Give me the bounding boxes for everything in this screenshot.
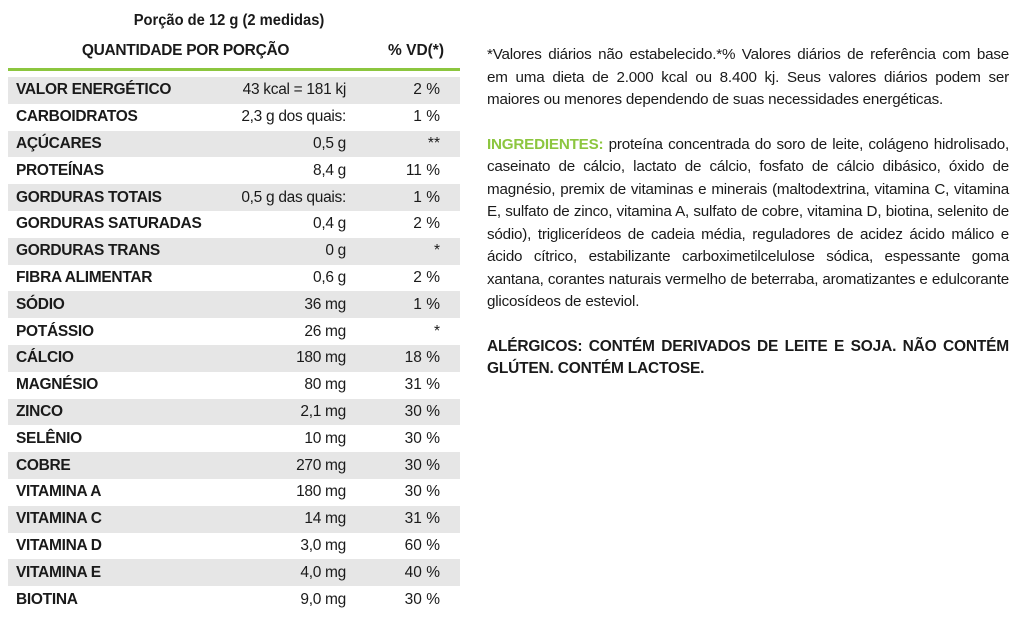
- table-row: [8, 104, 460, 131]
- table-row: [8, 586, 460, 613]
- nutrient-amount: 43 kcal = 181 kj: [242, 81, 346, 99]
- nutrient-name: VITAMINA C: [16, 510, 102, 528]
- nutrient-amount: 0,6 g: [313, 268, 346, 286]
- nutrient-name: SÓDIO: [16, 295, 65, 313]
- nutrient-name: VITAMINA D: [16, 536, 102, 554]
- nutrient-vd: 30 %: [404, 402, 440, 420]
- nutrient-vd: 30 %: [404, 456, 440, 474]
- nutrient-vd: 11 %: [405, 161, 440, 179]
- allergens-warning: ALÉRGICOS: CONTÉM DERIVADOS DE LEITE E SOJA. NÃO CONTÉM GLÚTEN. CONTÉM LACTOSE.: [487, 337, 1009, 377]
- nutrient-vd: 30 %: [404, 429, 440, 447]
- nutrient-amount: 8,4 g: [313, 161, 346, 179]
- table-row: [8, 559, 460, 586]
- table-row: [8, 291, 460, 318]
- table-row: [8, 425, 460, 452]
- ingredients-text: proteína concentrada do soro de leite, colágeno hidrolisado, caseinato de cálcio, lactato de cálcio, fosfato de cálcio dibásico, óxido de magnésio, premix de vitaminas e minerais (maltodextrina, vitamina C, vitamina E, sulfato de zinco, vitamina A, sulfato de cobre, vitamina D, biotina, selenito de sódio), triglicerídeos de cadeia média, reguladores de acidez ácido málico e ácido cítrico, estabilizante carboximetilcelulose sódica, espessante goma xantana, corantes naturais vermelho de beterraba, aromatizantes e edulcorante glicosídeos de esteviol.: [487, 135, 1009, 310]
- ingredients-label: INGREDIENTES:: [487, 135, 604, 153]
- nutrient-vd: *: [433, 242, 440, 260]
- nutrient-amount: 0,5 g: [313, 134, 346, 152]
- nutrient-amount: 0,4 g: [313, 215, 346, 233]
- nutrient-vd: 31 %: [404, 376, 440, 394]
- nutrition-table: [8, 8, 460, 613]
- nutrient-vd: *: [433, 322, 440, 340]
- nutrient-amount: 0 g: [325, 242, 346, 260]
- nutrient-vd: 2 %: [413, 215, 440, 233]
- table-row: [8, 265, 460, 292]
- nutrient-amount: 180 mg: [296, 483, 346, 501]
- nutrient-amount: 0,5 g das quais:: [241, 188, 346, 206]
- nutrient-name: FIBRA ALIMENTAR: [16, 268, 153, 286]
- nutrient-name: COBRE: [16, 456, 71, 474]
- table-body: [8, 77, 460, 613]
- table-row: [8, 506, 460, 533]
- table-header: [8, 34, 460, 71]
- table-row: [8, 533, 460, 560]
- table-row: [8, 345, 460, 372]
- portion-size: Porção de 12 g (2 medidas): [133, 12, 325, 29]
- nutrient-vd: 40 %: [404, 563, 440, 581]
- table-row: [8, 372, 460, 399]
- nutrient-name: MAGNÉSIO: [16, 376, 98, 394]
- nutrient-name: VALOR ENERGÉTICO: [16, 81, 172, 99]
- table-row: [8, 157, 460, 184]
- table-row: [8, 238, 460, 265]
- nutrient-vd: 31 %: [404, 510, 440, 528]
- table-row: [8, 184, 460, 211]
- nutrient-name: GORDURAS TRANS: [16, 242, 160, 260]
- nutrient-amount: 3,0 mg: [300, 536, 346, 554]
- daily-values-note: *Valores diários não estabelecido.*% Valores diários de referência com base em uma dieta de 2.000 kcal ou 8.400 kj. Seus valores diários podem ser maiores ou menores dependendo de suas necessidades energéticas.: [487, 46, 1009, 108]
- table-row: [8, 479, 460, 506]
- nutrient-name: BIOTINA: [16, 590, 78, 608]
- nutrient-amount: 270 mg: [296, 456, 346, 474]
- nutrient-amount: 2,1 mg: [300, 402, 346, 420]
- nutrient-vd: 2 %: [413, 268, 440, 286]
- nutrient-vd: **: [427, 134, 440, 152]
- table-row: [8, 399, 460, 426]
- nutrient-name: VITAMINA A: [16, 483, 102, 501]
- vd-header: % VD(*): [388, 42, 444, 59]
- nutrient-name: GORDURAS SATURADAS: [16, 215, 202, 233]
- table-row: [8, 131, 460, 158]
- nutrient-amount: 80 mg: [304, 376, 346, 394]
- info-panel: [487, 44, 1009, 381]
- nutrient-amount: 26 mg: [304, 322, 346, 340]
- nutrient-name: POTÁSSIO: [16, 322, 94, 340]
- table-row: [8, 77, 460, 104]
- nutrient-vd: 60 %: [404, 536, 440, 554]
- nutrient-name: PROTEÍNAS: [16, 161, 104, 179]
- table-row: [8, 318, 460, 345]
- nutrient-vd: 1 %: [413, 108, 440, 126]
- nutrient-amount: 10 mg: [304, 429, 346, 447]
- table-row: [8, 452, 460, 479]
- nutrient-amount: 9,0 mg: [300, 590, 346, 608]
- nutrient-name: AÇÚCARES: [16, 134, 102, 152]
- nutrient-name: ZINCO: [16, 402, 63, 420]
- nutrient-vd: 1 %: [413, 188, 440, 206]
- nutrient-vd: 2 %: [413, 81, 440, 99]
- quantity-header: QUANTIDADE POR PORÇÃO: [81, 42, 290, 59]
- nutrient-name: GORDURAS TOTAIS: [16, 188, 162, 206]
- nutrient-amount: 2,3 g dos quais:: [241, 108, 346, 126]
- nutrient-name: VITAMINA E: [16, 563, 101, 581]
- nutrient-vd: 1 %: [413, 295, 440, 313]
- nutrient-amount: 4,0 mg: [300, 563, 346, 581]
- nutrient-vd: 30 %: [404, 483, 440, 501]
- nutrient-amount: 180 mg: [296, 349, 346, 367]
- nutrient-name: CÁLCIO: [16, 349, 74, 367]
- nutrient-vd: 18 %: [404, 349, 440, 367]
- nutrient-vd: 30 %: [404, 590, 440, 608]
- ingredients-paragraph: [487, 134, 1009, 314]
- nutrient-amount: 36 mg: [304, 295, 346, 313]
- nutrient-name: CARBOIDRATOS: [16, 108, 138, 126]
- nutrient-name: SELÊNIO: [16, 429, 82, 447]
- nutrient-amount: 14 mg: [304, 510, 346, 528]
- table-row: [8, 211, 460, 238]
